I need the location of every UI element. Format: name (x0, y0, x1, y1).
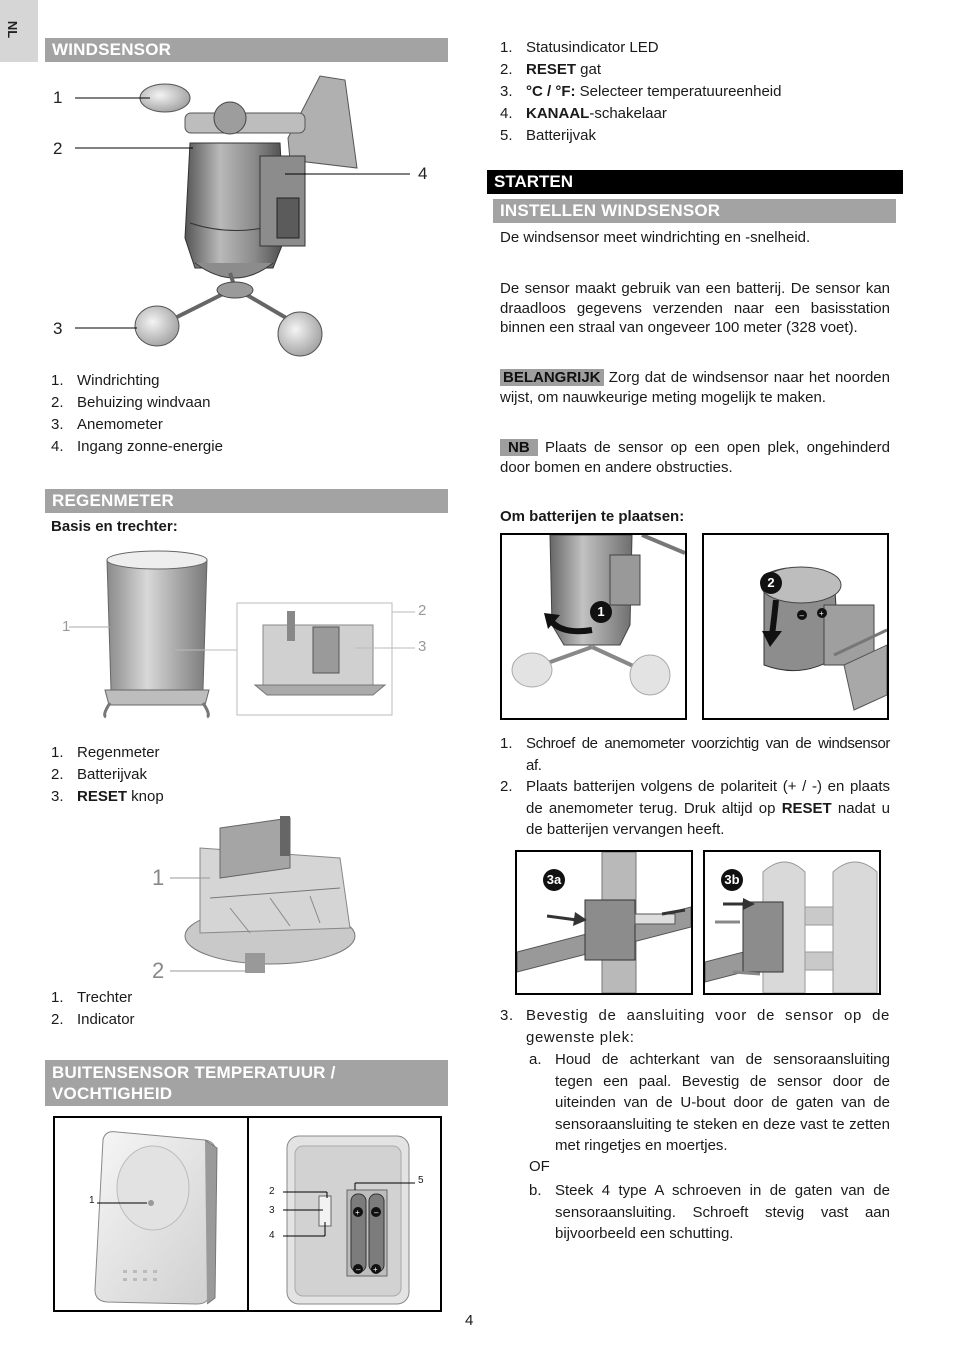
nb-text: Plaats de sensor op een open plek, ongehinderd door bomen en andere obstructies. (500, 439, 890, 476)
regenmeter-parts-list (51, 742, 431, 808)
outdoor-callout-3: 3 (269, 1205, 275, 1216)
step-badge-2: 2 (760, 572, 782, 594)
list-number: 4. (51, 438, 64, 455)
funnel-parts-list (51, 987, 431, 1031)
outdoor-callout-1: 1 (89, 1195, 95, 1206)
raingauge-callout-2: 2 (418, 602, 427, 619)
list-number: 3. (51, 416, 64, 433)
outdoor-callout-2: 2 (269, 1186, 275, 1197)
list-item (500, 59, 890, 81)
mounting-steps-list (500, 1005, 890, 1048)
raingauge-illustration (55, 545, 440, 725)
instellen-title: INSTELLEN WINDSENSOR (500, 201, 721, 220)
battery-heading: Om batterijen te plaatsen: (500, 508, 685, 525)
svg-text:–: – (374, 1208, 379, 1217)
instellen-header (493, 199, 896, 223)
list-number: 3. (51, 788, 64, 805)
windsensor-callout-2: 2 (53, 139, 63, 158)
list-number: 1. (51, 744, 64, 761)
list-text: Houd de achterkant van de sensoraansluiting tegen een paal. Bevestig de sensor door de uiteinden van de U-bout door de gaten van de sensoraansluiting te steken en deze vast te zetten met ringetjes en moertjes. (555, 1051, 890, 1154)
list-item (500, 776, 890, 841)
list-item (529, 1180, 890, 1245)
list-text: Anemometer (77, 416, 163, 433)
nb-note (500, 438, 890, 477)
page-number: 4 (465, 1312, 474, 1329)
svg-text:+: + (819, 609, 824, 618)
nb-label: NB (500, 439, 538, 456)
list-text: Indicator (77, 1011, 135, 1028)
mount-fence-figure (703, 850, 881, 995)
list-number: 4. (500, 105, 513, 122)
list-number: 1. (51, 989, 64, 1006)
list-text: Behuizing windvaan (77, 394, 211, 411)
raingauge-callout-3: 3 (418, 638, 427, 655)
list-bold: RESET (77, 788, 128, 805)
mounting-substeps-b (529, 1180, 890, 1245)
funnel-callout-1: 1 (152, 865, 165, 890)
list-number: 1. (51, 372, 64, 389)
step-badge-3a: 3a (543, 869, 565, 891)
list-text: nadat u de batterijen vervangen heeft. (526, 799, 890, 838)
battery-steps-list (500, 733, 890, 841)
step-badge-1: 1 (590, 601, 612, 623)
svg-text:–: – (799, 611, 804, 620)
list-bold: °C / °F: (526, 83, 576, 100)
list-number: 2. (500, 778, 513, 795)
list-text: -schakelaar (589, 105, 667, 122)
list-item (51, 987, 431, 1009)
buitensensor-title-line2: VOCHTIGHEID (52, 1084, 173, 1103)
important-note (500, 368, 890, 407)
windsensor-title: WINDSENSOR (52, 40, 172, 59)
list-text: Regenmeter (77, 744, 160, 761)
list-number: a. (529, 1051, 542, 1068)
list-item (51, 392, 431, 414)
list-bold: RESET (781, 799, 832, 817)
insert-batteries-illustration (704, 535, 887, 718)
language-tab (0, 0, 38, 62)
list-item (51, 764, 431, 786)
list-item (500, 37, 890, 59)
list-number: b. (529, 1182, 542, 1199)
list-item (500, 103, 890, 125)
windsensor-illustration (45, 68, 445, 368)
step-badge-3b: 3b (721, 869, 743, 891)
intro-paragraph: De windsensor meet windrichting en -snelheid. (500, 229, 811, 246)
starten-title: STARTEN (494, 172, 574, 191)
list-bold: KANAAL (526, 105, 590, 122)
windsensor-header (45, 38, 448, 62)
list-text: knop (127, 788, 164, 805)
pole-mount-illustration (517, 852, 691, 993)
list-number: 2. (51, 766, 64, 783)
list-text: Trechter (77, 989, 133, 1006)
list-item (51, 786, 431, 808)
list-text: Steek 4 type A schroeven in de gaten van de sensoraansluiting. Schroeft stevig vast aan bijvoorbeeld een schutting. (555, 1182, 890, 1242)
windsensor-callout-4: 4 (418, 164, 428, 183)
list-text: Statusindicator LED (526, 39, 659, 56)
funnel-illustration (140, 808, 360, 988)
list-item (51, 414, 431, 436)
list-item (500, 733, 890, 776)
list-item (500, 1005, 890, 1048)
list-item (529, 1049, 890, 1157)
list-text: Windrichting (77, 372, 160, 389)
list-text: gat (576, 61, 602, 78)
important-text: Zorg dat de windsensor naar het noorden wijst, om nauwkeurige meting mogelijk te maken. (500, 369, 890, 406)
funnel-callout-2: 2 (152, 958, 165, 983)
list-number: 1. (500, 735, 513, 752)
list-number: 2. (51, 394, 64, 411)
raingauge-callout-1: 1 (62, 618, 71, 635)
list-text: Plaats batterijen volgens de polariteit (+ / -) en plaats de anemometer terug. Druk altijd op (526, 778, 890, 817)
list-number: 3. (500, 83, 513, 100)
list-number: 2. (500, 61, 513, 78)
list-number: 5. (500, 127, 513, 144)
list-item (51, 370, 431, 392)
svg-text:+: + (355, 1208, 360, 1217)
list-text: Bevestig de aansluiting voor de sensor op de gewenste plek: (526, 1007, 890, 1046)
regenmeter-title: REGENMETER (52, 491, 174, 510)
list-bold: RESET (526, 61, 577, 78)
windsensor-callout-3: 3 (53, 319, 63, 338)
list-text: Batterijvak (526, 127, 597, 144)
list-item (51, 436, 431, 458)
list-item (500, 125, 890, 147)
outdoor-sensor-parts-list (500, 37, 890, 147)
battery-info-paragraph: De sensor maakt gebruik van een batterij. De sensor kan draadloos gegevens verzenden naar een basisstation binnen een straal van ongeveer 100 meter (328 voet). (500, 280, 890, 336)
svg-text:–: – (356, 1265, 361, 1274)
starten-header (487, 170, 903, 194)
battery-step-1-figure (500, 533, 687, 720)
svg-text:+: + (373, 1265, 378, 1274)
list-text: Schroef de anemometer voorzichtig van de windsensor af. (526, 735, 890, 774)
list-number: 2. (51, 1011, 64, 1028)
battery-step-2-figure (702, 533, 889, 720)
list-text: Ingang zonne-energie (77, 438, 223, 455)
list-item (51, 1009, 431, 1031)
list-text: Selecteer temperatuureenheid (575, 83, 782, 100)
language-code: NL (5, 20, 21, 39)
buitensensor-header (45, 1060, 448, 1106)
windsensor-parts-list (51, 370, 431, 458)
outdoor-sensor-illustration (55, 1118, 440, 1310)
list-item (500, 81, 890, 103)
regenmeter-header (45, 489, 448, 513)
mounting-substeps-a (529, 1049, 890, 1157)
buitensensor-title-line1: BUITENSENSOR TEMPERATUUR / (52, 1063, 336, 1082)
unscrew-anemometer-illustration (502, 535, 685, 718)
outdoor-callout-5: 5 (418, 1175, 424, 1186)
list-item (51, 742, 431, 764)
important-label: BELANGRIJK (500, 369, 604, 386)
regenmeter-subtitle: Basis en trechter: (51, 518, 178, 535)
list-number: 3. (500, 1007, 514, 1024)
or-separator: OF (529, 1158, 550, 1175)
outdoor-callout-4: 4 (269, 1230, 275, 1241)
outdoor-sensor-figure (53, 1116, 442, 1312)
windsensor-callout-1: 1 (53, 88, 63, 107)
list-text: Batterijvak (77, 766, 148, 783)
list-number: 1. (500, 39, 513, 56)
mount-pole-figure (515, 850, 693, 995)
